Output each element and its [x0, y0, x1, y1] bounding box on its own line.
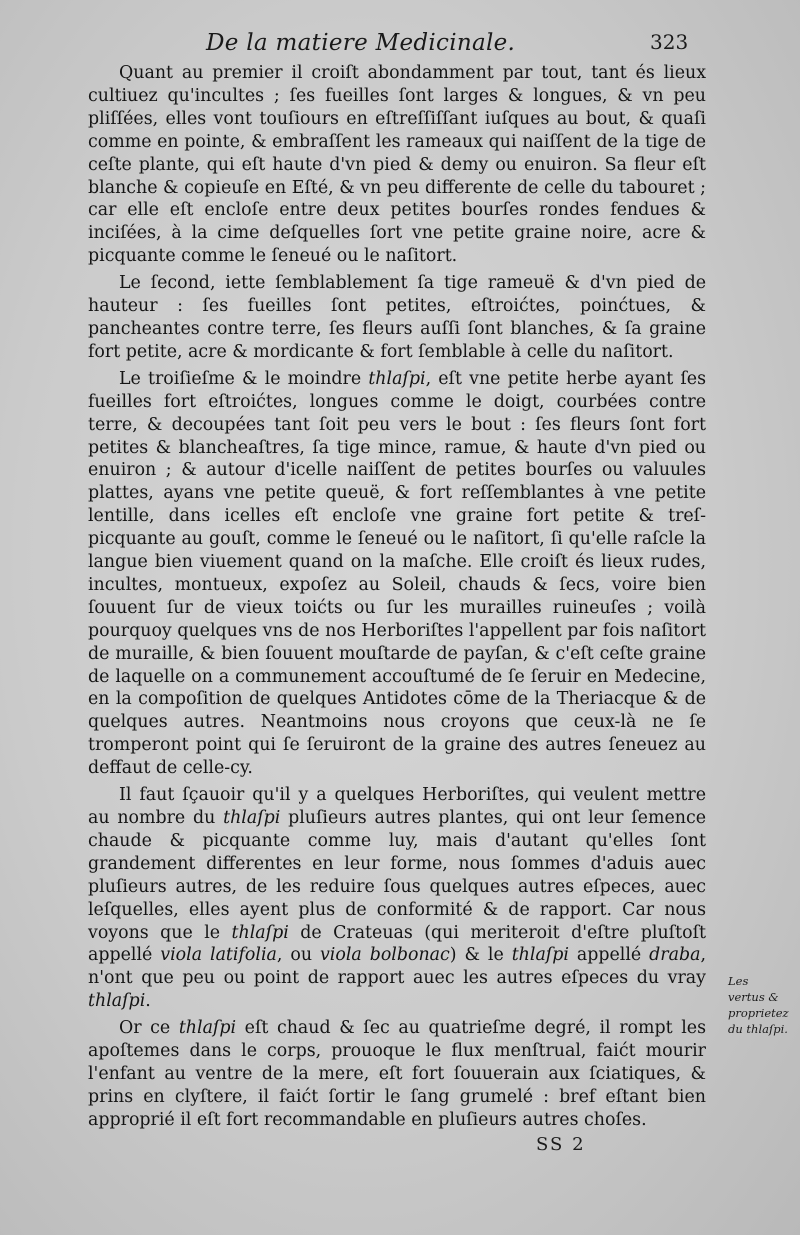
italic-term: draba: [649, 945, 701, 966]
text-run: , eſt vne petite herbe ayant ſes fueilles fort eſtroićtes, longues comme le doigt, courbées contre terre, & decoupées tant ſoit peu vers le bout : ſes fleurs ſont fort petites & blancheaſtres, ſa tige mince, ramue, & haute d'vn pied ou enuiron ; & autour d'icelle naiſſent de petites bourſes ou valuules plattes, ayans vne petite queuë, & fort reſſemblantes à vne petite lentille, dans icelles eſt encloſe vne graine fort petite & treſ-picquante au gouſt, comme le ſeneué ou le naſitort, ſi qu'elle raſcle la langue bien viuement quand on la maſche. Elle croiſt és lieux rudes, incultes, montueux, expoſez au Soleil, chauds & ſecs, voire bien ſouuent ſur de vieux toićts ou ſur les murailles ruineuſes ; voilà pourquoy quelques vns de nos Herboriſtes l'appellent par fois naſitort de muraille, & bien ſouuent mouſtarde de payſan, & c'eſt ceſte graine de laquelle on a communement accouſtumé de ſe ſeruir en Medecine, en la compoſition de quelques Antidotes cōme de la Theriacque & de quelques autres. Neantmoins nous croyons que ceux-là ne ſe tromperont point qui ſe ſeruiront de la graine des autres ſeneuez au deffaut de celle-cy.: [88, 368, 706, 779]
text-run: ) & le: [449, 945, 512, 966]
text-run: de Crateuas (qui meriteroit d'eſtre pluſtoſt appellé: [88, 922, 706, 966]
text-run: Il faut ſçauoir qu'il y a quelques Herboriſtes, qui veulent mettre au nombre du: [88, 785, 706, 828]
italic-term: thlaſpi: [223, 808, 281, 828]
italic-term: thlaſpi: [511, 945, 569, 966]
body-text: [88, 62, 706, 1132]
signature-mark: SS 2: [536, 1134, 586, 1155]
italic-term: thlaſpi: [178, 1018, 237, 1039]
paragraph-other-plants: [88, 784, 706, 1013]
italic-term: viola latifolia: [160, 945, 277, 966]
italic-term: viola bolbonac: [319, 945, 450, 966]
text-run: pluſieurs autres plantes, qui ont leur ſemence chaude & picquante comme luy, mais d'autant qu'elles ſont grandement differentes en leur forme, nous ſommes d'aduis auec pluſieurs autres, de les reduire ſous quelques autres eſpeces, auec leſquelles, elles ayent plus de conformité & de rapport. Car nous voyons que le: [88, 808, 706, 943]
text-run: Or ce: [119, 1018, 179, 1039]
text-run: .: [145, 991, 151, 1012]
text-run: , n'ont que peu ou point de rapport auec les autres eſpeces du vray: [88, 945, 707, 989]
text-run: Le troiſieſme & le moindre: [119, 368, 369, 389]
paragraph-second-thlaspi: [88, 272, 706, 364]
text-run: eſt chaud & ſec au quatrieſme degré, il rompt les apoſtemes dans le corps, prouoque le flux menſtrual, faićt mourir l'enfant au ventre de la mere, eſt fort ſouuerain aux ſciatiques, & prins en clyſtere, il faićt ſortir le ſang grumelé : bref eſtant bien approprié il eſt fort recommandable en pluſieurs autres choſes.: [88, 1018, 706, 1130]
paragraph-first-thlaspi: [88, 62, 706, 268]
italic-term: thlaſpi: [368, 368, 426, 389]
italic-term: thlaſpi: [231, 922, 289, 943]
page-number: 323: [650, 30, 689, 54]
text-run: Le ſecond, iette ſemblablement ſa tige rameuë & d'vn pied de hauteur : ſes fueilles ſont petites, eſtroićtes, poinćtues, & pancheantes contre terre, ſes fleurs auſſi ſont blanches, & ſa graine fort petite, acre & mordicante & fort ſemblable à celle du naſitort.: [88, 273, 706, 362]
italic-term: thlaſpi: [88, 991, 146, 1012]
running-head: De la matiere Medicinale.: [206, 30, 516, 56]
text-run: appellé: [568, 945, 650, 966]
paragraph-virtues: [88, 1017, 706, 1132]
text-run: , ou: [276, 945, 320, 966]
margin-note: Les vertus & proprietez du thlaſpi.: [728, 974, 789, 1036]
text-run: Quant au premier il croiſt abondamment par tout, tant és lieux cultiuez qu'incultes ; ſes fueilles ſont larges & longues, & vn peu pliſſées, elles vont touſiours en eſtreſſiſſant iuſques au bout, & quaſi comme en pointe, & embraſſent les rameaux qui naiſſent de la tige de ceſte plante, qui eſt haute d'vn pied & demy ou enuiron. Sa fleur eſt blanche & copieuſe en Eſté, & vn peu differente de celle du tabouret ; car elle eſt encloſe entre deux petites bourſes rondes fendues & inciſées, à la cime deſquelles ſort vne petite graine noire, acre & picquante comme le ſeneué ou le naſitort.: [88, 63, 706, 267]
paragraph-third-thlaspi: [88, 368, 706, 780]
